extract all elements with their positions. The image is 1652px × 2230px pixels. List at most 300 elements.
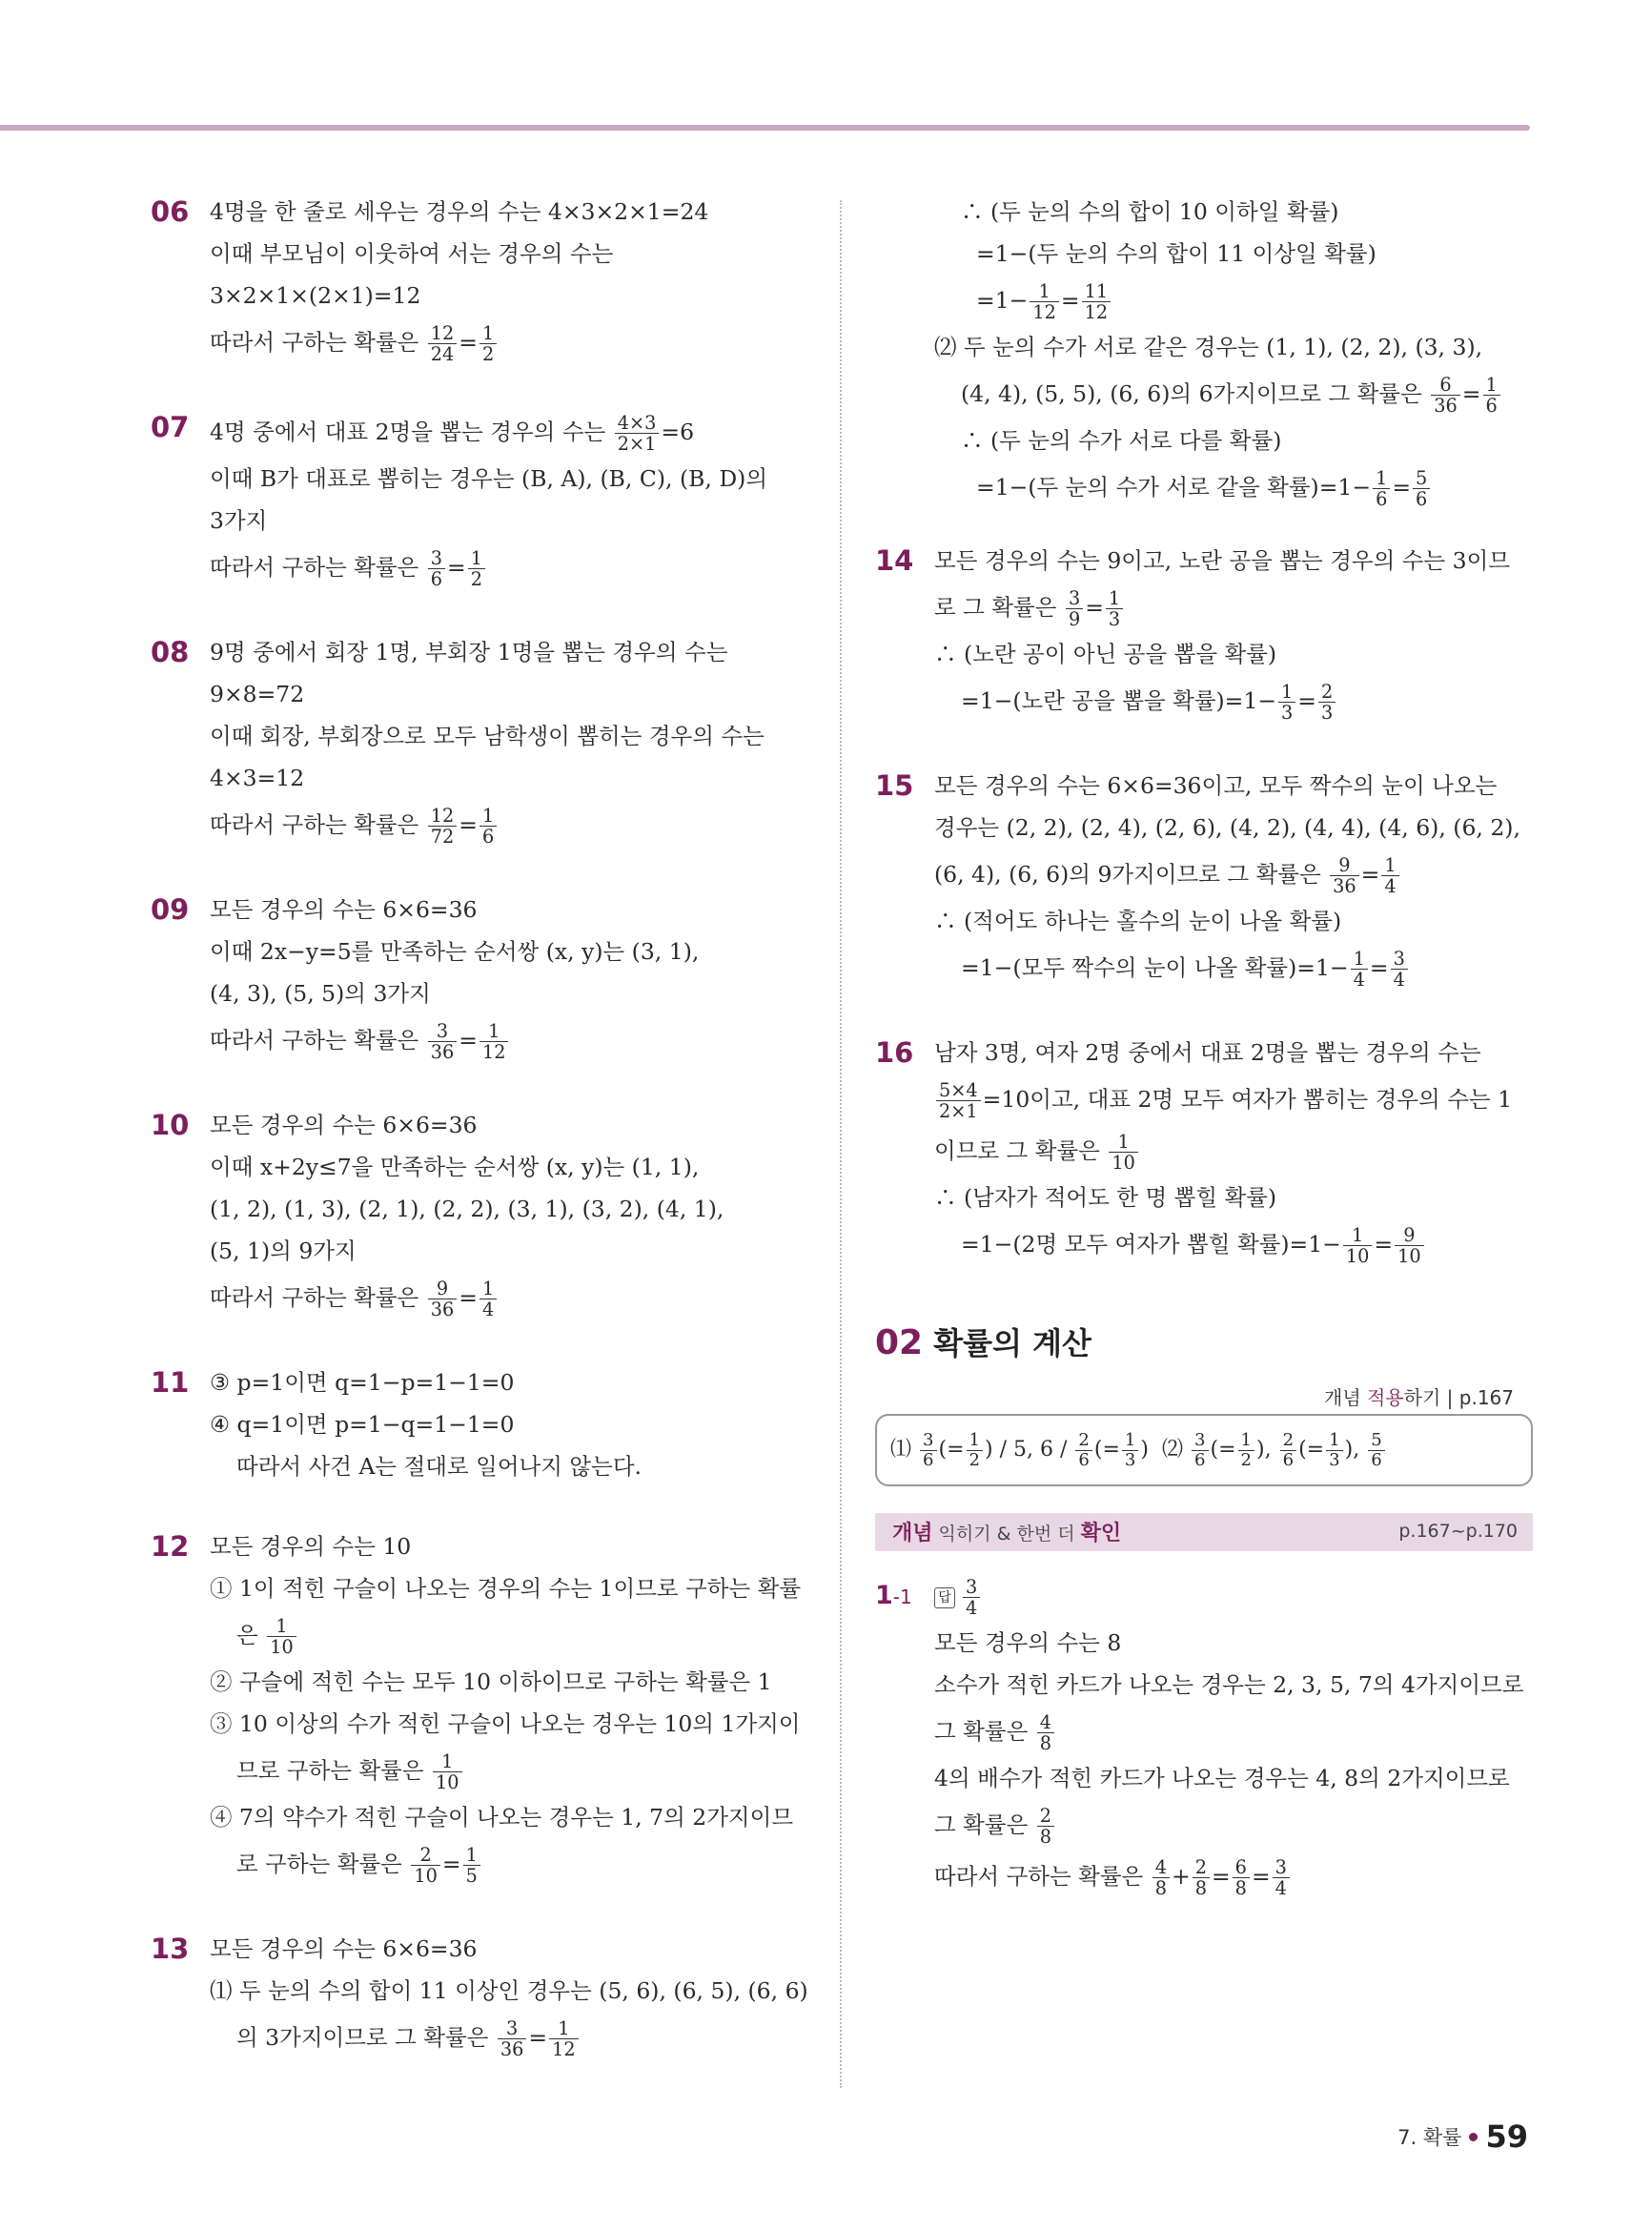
solution-line: ∴ (노란 공이 아닌 공을 뽑을 확률)	[934, 641, 1277, 667]
numerator: 3	[428, 1021, 458, 1042]
denominator: 2	[1240, 1449, 1253, 1470]
fraction	[1381, 855, 1398, 896]
fraction	[1273, 1857, 1290, 1898]
fraction	[479, 806, 497, 847]
page-number: 59	[1485, 2118, 1528, 2155]
equals: =	[1297, 687, 1316, 714]
numerator: 3	[428, 548, 445, 569]
right-column	[875, 191, 1533, 1940]
solution-line: ④ 7의 약수가 적힌 구슬이 나오는 경우는 1, 7의 2가지이므	[210, 1804, 794, 1831]
fraction	[1037, 1712, 1054, 1753]
solution-line	[934, 1218, 1533, 1270]
numerator: 1	[1381, 855, 1398, 876]
answer-line	[934, 1570, 1533, 1622]
solution-line: 모든 경우의 수는 8	[934, 1629, 1122, 1656]
fraction	[549, 2018, 579, 2059]
denominator: 8	[1234, 1877, 1247, 1899]
solution-line: 9명 중에서 회장 1명, 부회장 1명을 뽑는 경우의 수는	[210, 639, 728, 665]
solution-line	[934, 1851, 1533, 1902]
solution-line: 이때 B가 대표로 뽑히는 경우는 (B, A), (B, C), (B, D)의	[210, 465, 768, 492]
solution-line	[934, 1125, 1533, 1176]
denominator: 8	[1194, 1877, 1207, 1899]
paren: (=	[1298, 1438, 1325, 1462]
solution-line: 모든 경우의 수는 9이고, 노란 공을 뽑는 경우의 수는 3이므	[934, 547, 1511, 574]
solution-line	[210, 406, 808, 458]
solution-line: 남자 3명, 여자 2명 중에서 대표 2명을 뽑는 경우의 수는	[934, 1039, 1481, 1066]
text-highlight: 적용	[1367, 1386, 1404, 1409]
denominator: 9	[1068, 608, 1081, 630]
denominator: 6	[923, 1449, 934, 1470]
fraction	[1066, 588, 1083, 629]
solution-line	[210, 1014, 808, 1066]
numerator: 6	[1431, 375, 1460, 396]
denominator: 36	[430, 1299, 455, 1320]
solution-line: 모든 경우의 수는 6×6=36	[210, 1112, 478, 1138]
solution-line	[210, 1609, 808, 1661]
fraction	[479, 1279, 497, 1320]
equals: =	[1251, 1863, 1271, 1890]
solution-line: 이때 2x−y=5를 만족하는 순서쌍 (x, y)는 (3, 1),	[210, 938, 700, 965]
numerator: 1	[468, 548, 485, 569]
paren: )	[1256, 1438, 1265, 1462]
denominator: 3	[1281, 702, 1294, 724]
numerator: 1	[479, 1279, 497, 1299]
solution-08	[151, 631, 808, 850]
solution-line: 경우는 (2, 2), (2, 4), (2, 6), (4, 2), (4, 4), (4, 6), (6, 2),	[934, 814, 1520, 841]
numerator: 1	[1109, 1132, 1138, 1153]
text: 확인	[1080, 1522, 1122, 1545]
solution-line: ② 구슬에 적힌 수는 모두 10 이하이므로 구하는 확률은 1	[210, 1668, 772, 1695]
numerator: 1	[1238, 1431, 1254, 1451]
comma: ,	[1264, 1438, 1272, 1462]
fraction	[1391, 949, 1408, 990]
solution-line	[210, 799, 808, 850]
bullet-dot	[1469, 2133, 1478, 2141]
solution-13	[151, 1928, 808, 2063]
text: 따라서 구하는 확률은	[934, 1863, 1144, 1890]
section-heading	[875, 1320, 1533, 1365]
denominator: 2×1	[939, 1100, 978, 1122]
text: =6	[661, 419, 695, 445]
numerator: 2	[1318, 682, 1336, 703]
fraction	[428, 548, 445, 589]
numerator: 11	[1082, 281, 1112, 302]
numerator: 1	[433, 1751, 462, 1772]
fraction	[1330, 855, 1359, 896]
numerator: 1	[1030, 281, 1059, 302]
text: 은	[236, 1622, 258, 1648]
text: =1−	[976, 287, 1029, 314]
solution-line: 4의 배수가 적힌 카드가 나오는 경우는 4, 8의 2가지이므로	[934, 1765, 1510, 1791]
solution-line: ③ p=1이면 q=1−p=1−1=0	[210, 1369, 515, 1396]
equals: =	[1360, 861, 1380, 888]
solution-11	[151, 1361, 808, 1487]
text: 따라서 구하는 확률은	[210, 554, 419, 581]
denominator: 24	[430, 343, 455, 365]
fraction	[428, 1021, 458, 1062]
text: 이므로 그 확률은	[934, 1137, 1100, 1164]
numerator: 4×3	[615, 413, 660, 434]
text: 따라서 구하는 확률은	[210, 1284, 419, 1311]
fraction	[1413, 468, 1430, 509]
solution-line: 이때 회장, 부회장으로 모두 남학생이 뽑히는 경우의 수는	[210, 723, 765, 749]
text: 개념	[892, 1522, 933, 1545]
text: 하기 | p.167	[1403, 1386, 1514, 1409]
numerator: 3	[1066, 588, 1083, 609]
numerator: 6	[1233, 1857, 1250, 1878]
denominator: 3	[1124, 1449, 1136, 1470]
solution-line: 3×2×1×(2×1)=12	[210, 282, 421, 309]
solution-line: (1, 2), (1, 3), (2, 1), (2, 2), (3, 1), (3, 2), (4, 1),	[210, 1196, 724, 1222]
text: 4명 중에서 대표 2명을 뽑는 경우의 수는	[210, 419, 606, 445]
numerator: 1	[267, 1616, 296, 1637]
section-title: 확률의 계산	[933, 1325, 1091, 1361]
solution-line	[934, 1074, 1533, 1125]
equals: =	[459, 329, 478, 356]
numerator: 1	[1326, 1431, 1342, 1451]
numerator: 1	[1351, 949, 1368, 970]
solution-10	[151, 1104, 808, 1323]
solution-line: 모든 경우의 수는 6×6=36	[210, 1935, 478, 1962]
fraction	[267, 1616, 296, 1657]
solution-line: 3가지	[210, 507, 268, 534]
solution-line: ④ q=1이면 p=1−q=1−1=0	[210, 1411, 515, 1438]
problem-number: 09	[151, 893, 190, 926]
problem-number: 16	[875, 1036, 914, 1069]
denominator: 4	[1275, 1877, 1287, 1899]
page-footer	[1397, 2118, 1528, 2155]
denominator: 4	[1353, 969, 1365, 991]
numerator: 3	[963, 1577, 980, 1598]
fraction	[1233, 1857, 1250, 1898]
text: 로 그 확률은	[934, 594, 1057, 621]
solution-13-continued	[875, 191, 1533, 513]
concept-apply-label	[875, 1382, 1533, 1410]
solution-09	[151, 889, 808, 1066]
numerator: 4	[1037, 1712, 1054, 1733]
numerator: 1	[1373, 468, 1390, 489]
left-column	[151, 191, 808, 2101]
fraction	[1278, 682, 1295, 723]
solution-line: (5, 1)의 9가지	[210, 1238, 357, 1264]
paren: )	[1344, 1438, 1354, 1462]
equals: =	[1374, 1231, 1394, 1258]
solution-line: 4명을 한 줄로 세우는 경우의 수는 4×3×2×1=24	[210, 198, 709, 225]
denominator: 2	[470, 568, 482, 590]
numerator: 9	[1395, 1225, 1424, 1246]
fraction	[1109, 1132, 1138, 1173]
text: 익히기 & 한번 더	[932, 1524, 1081, 1545]
problem-number: 12	[151, 1530, 190, 1563]
solution-line	[934, 1799, 1533, 1851]
column-divider	[840, 200, 842, 2088]
fraction	[428, 806, 458, 847]
solution-line: ⑵ 두 눈의 수가 서로 같은 경우는 (1, 1), (2, 2), (3, 3),	[934, 334, 1483, 360]
denominator: 6	[1376, 488, 1388, 510]
fraction	[1368, 1431, 1384, 1470]
denominator: 12	[1084, 301, 1109, 323]
numerator: 5	[1413, 468, 1430, 489]
equals: =	[1461, 380, 1481, 407]
solution-line: 모든 경우의 수는 10	[210, 1533, 412, 1560]
text: 로 구하는 확률은	[236, 1851, 402, 1877]
numerator: 1	[1483, 375, 1500, 396]
solution-line: ⑴ 두 눈의 수의 합이 11 이상인 경우는 (5, 6), (6, 5), (6, 6)	[210, 1977, 808, 2004]
fraction	[498, 2018, 527, 2059]
problem-number: 06	[151, 195, 190, 228]
solution-line	[934, 275, 1533, 326]
solution-15	[875, 765, 1533, 993]
equals: =	[528, 2024, 548, 2051]
problem-number: 15	[875, 769, 914, 802]
denominator: 6	[1485, 395, 1498, 417]
denominator: 6	[430, 568, 442, 590]
solution-1-1	[875, 1570, 1533, 1902]
equals: =	[447, 554, 466, 581]
chapter-label: 7. 확률	[1397, 2126, 1462, 2149]
numerator: 5×4	[936, 1080, 981, 1101]
fraction	[1343, 1225, 1373, 1266]
denominator: 6	[1371, 1449, 1382, 1470]
denominator: 6	[1194, 1449, 1206, 1470]
numerator: 4	[1152, 1857, 1170, 1878]
denominator: 10	[270, 1636, 294, 1658]
text: 따라서 구하는 확률은	[210, 329, 419, 356]
fraction	[479, 1021, 509, 1062]
solution-line: 9×8=72	[210, 681, 305, 707]
paren: )	[1140, 1438, 1149, 1462]
problem-number: 11	[151, 1366, 190, 1399]
fraction	[1122, 1431, 1138, 1470]
fraction	[615, 413, 660, 454]
denominator: 2	[481, 343, 495, 365]
fraction	[463, 1845, 480, 1886]
solution-line	[934, 675, 1533, 726]
numerator: 9	[1330, 855, 1359, 876]
sub-number: -1	[892, 1586, 912, 1608]
equals: =	[1211, 1863, 1231, 1890]
banner-pages: p.167~p.170	[1398, 1521, 1518, 1542]
numerator: 3	[1273, 1857, 1290, 1878]
denominator: 10	[414, 1865, 438, 1887]
equals: =	[1060, 287, 1080, 314]
denominator: 2×1	[617, 433, 657, 455]
denominator: 4	[1393, 969, 1405, 991]
section-number: 02	[875, 1323, 924, 1362]
fraction	[1037, 1806, 1054, 1847]
denominator: 36	[500, 2038, 524, 2060]
denominator: 2	[969, 1449, 981, 1470]
text: 개념	[1324, 1386, 1368, 1409]
solution-line	[934, 368, 1533, 419]
denominator: 4	[1384, 875, 1397, 897]
denominator: 6	[1282, 1449, 1295, 1470]
denominator: 6	[481, 826, 495, 848]
solution-line: 이때 부모님이 이웃하여 서는 경우의 수는	[210, 240, 614, 267]
solution-line: 4×3=12	[210, 765, 305, 791]
solution-line: =1−(두 눈의 수의 합이 11 이상일 확률)	[976, 240, 1377, 267]
fraction	[433, 1751, 462, 1792]
fraction	[1075, 1431, 1091, 1470]
denominator: 10	[1397, 1245, 1421, 1267]
denominator: 8	[1039, 1826, 1052, 1848]
solution-14	[875, 540, 1533, 726]
equals: =	[459, 1027, 478, 1054]
paren: )	[985, 1438, 993, 1462]
solution-16	[875, 1032, 1533, 1270]
solution-line: 모든 경우의 수는 6×6=36	[210, 896, 478, 923]
item-marker: ⑴	[890, 1438, 912, 1462]
text: 따라서 구하는 확률은	[210, 811, 419, 838]
denominator: 3	[1321, 702, 1334, 724]
fraction	[468, 548, 485, 589]
denominator: 10	[436, 1771, 459, 1793]
solution-line	[210, 1272, 808, 1323]
numerator: 3	[1391, 949, 1408, 970]
denominator: 10	[1112, 1152, 1135, 1174]
number: 1	[875, 1581, 893, 1610]
fraction	[1373, 468, 1390, 509]
numerator: 1	[1343, 1225, 1373, 1246]
denominator: 12	[1032, 301, 1056, 323]
fraction	[1238, 1431, 1254, 1470]
numerator: 3	[1192, 1431, 1208, 1451]
equals: =	[1369, 954, 1389, 981]
denominator: 4	[481, 1299, 495, 1320]
solution-12	[151, 1525, 808, 1890]
equals: =	[459, 1284, 478, 1311]
solution-line	[210, 542, 808, 593]
problem-number: 14	[875, 544, 914, 577]
text: =1−(두 눈의 수가 서로 같을 확률)=1−	[976, 474, 1372, 501]
fraction	[411, 1845, 440, 1886]
numerator: 2	[411, 1845, 440, 1866]
solution-line	[210, 2012, 808, 2063]
denominator: 3	[1108, 608, 1121, 630]
text: (4, 4), (5, 5), (6, 6)의 6가지이므로 그 확률은	[961, 380, 1422, 407]
text: (6, 4), (6, 6)의 9가지이므로 그 확률은	[934, 861, 1321, 888]
fraction	[1326, 1431, 1342, 1470]
fraction	[1395, 1225, 1424, 1266]
fraction	[1106, 588, 1123, 629]
solution-line: ∴ (두 눈의 수가 서로 다를 확률)	[961, 427, 1282, 454]
solution-line: ∴ (적어도 하나는 홀수의 눈이 나올 확률)	[934, 908, 1342, 934]
denominator: 8	[1039, 1732, 1052, 1754]
banner-title	[892, 1517, 1121, 1546]
equals: =	[1392, 474, 1412, 501]
solution-line	[934, 582, 1533, 633]
denominator: 10	[1345, 1245, 1370, 1267]
solution-line	[934, 1706, 1533, 1757]
denominator: 36	[1333, 875, 1356, 897]
paren: (=	[1210, 1438, 1236, 1462]
denominator: 12	[481, 1041, 506, 1063]
plus: +	[1172, 1863, 1191, 1890]
text: =10이고, 대표 2명 모두 여자가 뽑히는 경우의 수는 1	[982, 1086, 1513, 1113]
fraction	[1351, 949, 1368, 990]
numerator: 12	[428, 806, 458, 827]
paren: (=	[1093, 1438, 1120, 1462]
numerator: 1	[463, 1845, 480, 1866]
text: =1−(2명 모두 여자가 뽑힐 확률)=1−	[961, 1231, 1341, 1258]
solution-line: (4, 3), (5, 5)의 3가지	[210, 980, 431, 1007]
fraction	[1193, 1857, 1210, 1898]
equals: =	[441, 1851, 461, 1877]
solution-line	[210, 1838, 808, 1890]
numerator: 12	[428, 323, 458, 344]
numerator: 1	[1106, 588, 1123, 609]
fraction	[1030, 281, 1059, 322]
fraction	[936, 1080, 981, 1121]
fraction	[1192, 1431, 1208, 1470]
item-marker: ⑵	[1162, 1438, 1184, 1462]
text: =1−(노란 공을 뽑을 확률)=1−	[961, 687, 1277, 714]
solution-line	[210, 317, 808, 368]
denominator: 6	[1078, 1449, 1090, 1470]
solution-line: 이때 x+2y≤7을 만족하는 순서쌍 (x, y)는 (1, 1),	[210, 1154, 700, 1180]
text: =1−(모두 짝수의 눈이 나올 확률)=1−	[961, 954, 1349, 981]
problem-number	[875, 1570, 912, 1623]
fraction	[1082, 281, 1112, 322]
concept-apply-box	[875, 1414, 1533, 1486]
fraction	[428, 323, 458, 364]
numerator: 2	[1075, 1431, 1091, 1451]
text: 의 3가지이므로 그 확률은	[236, 2024, 489, 2051]
fraction	[428, 1279, 458, 1320]
numerator: 1	[479, 323, 497, 344]
numerator: 3	[498, 2018, 527, 2039]
denominator: 36	[430, 1041, 455, 1063]
numerator: 1	[1122, 1431, 1138, 1451]
equals: =	[459, 811, 478, 838]
numerator: 2	[1037, 1806, 1054, 1827]
text: 그 확률은	[934, 1811, 1029, 1838]
comma: ,	[1353, 1438, 1360, 1462]
numerator: 2	[1193, 1857, 1210, 1878]
fraction	[1280, 1431, 1296, 1470]
fraction	[479, 323, 497, 364]
solution-line: 소수가 적힌 카드가 나오는 경우는 2, 3, 5, 7의 4가지이므로	[934, 1671, 1524, 1698]
fraction	[1483, 375, 1500, 416]
text: 므로 구하는 확률은	[236, 1757, 424, 1784]
numerator: 1	[967, 1431, 983, 1451]
problem-number: 10	[151, 1109, 190, 1141]
denominator: 72	[430, 826, 455, 848]
solution-line: 따라서 사건 A는 절대로 일어나지 않는다.	[236, 1453, 642, 1480]
solution-line: ③ 10 이상의 수가 적힌 구슬이 나오는 경우는 10의 1가지이	[210, 1710, 801, 1737]
text: 따라서 구하는 확률은	[210, 1027, 419, 1054]
solution-line	[210, 1745, 808, 1796]
solution-line: ① 1이 적힌 구슬이 나오는 경우의 수는 1이므로 구하는 확률	[210, 1575, 802, 1602]
fraction	[967, 1431, 983, 1470]
fraction	[963, 1577, 980, 1618]
solution-06	[151, 191, 808, 368]
numerator: 2	[1280, 1431, 1296, 1451]
denominator: 12	[552, 2038, 576, 2060]
fraction	[920, 1431, 936, 1470]
denominator: 6	[1416, 488, 1428, 510]
solution-line	[934, 849, 1533, 900]
denominator: 5	[465, 1865, 478, 1887]
text: / 5, 6 /	[999, 1438, 1068, 1462]
practice-banner	[875, 1513, 1533, 1551]
numerator: 9	[428, 1279, 458, 1299]
top-rule	[0, 125, 1530, 131]
fraction	[1431, 375, 1460, 416]
solution-line	[934, 461, 1533, 513]
solution-line: ∴ (남자가 적어도 한 명 뽑힐 확률)	[934, 1184, 1277, 1211]
numerator: 3	[920, 1431, 936, 1451]
